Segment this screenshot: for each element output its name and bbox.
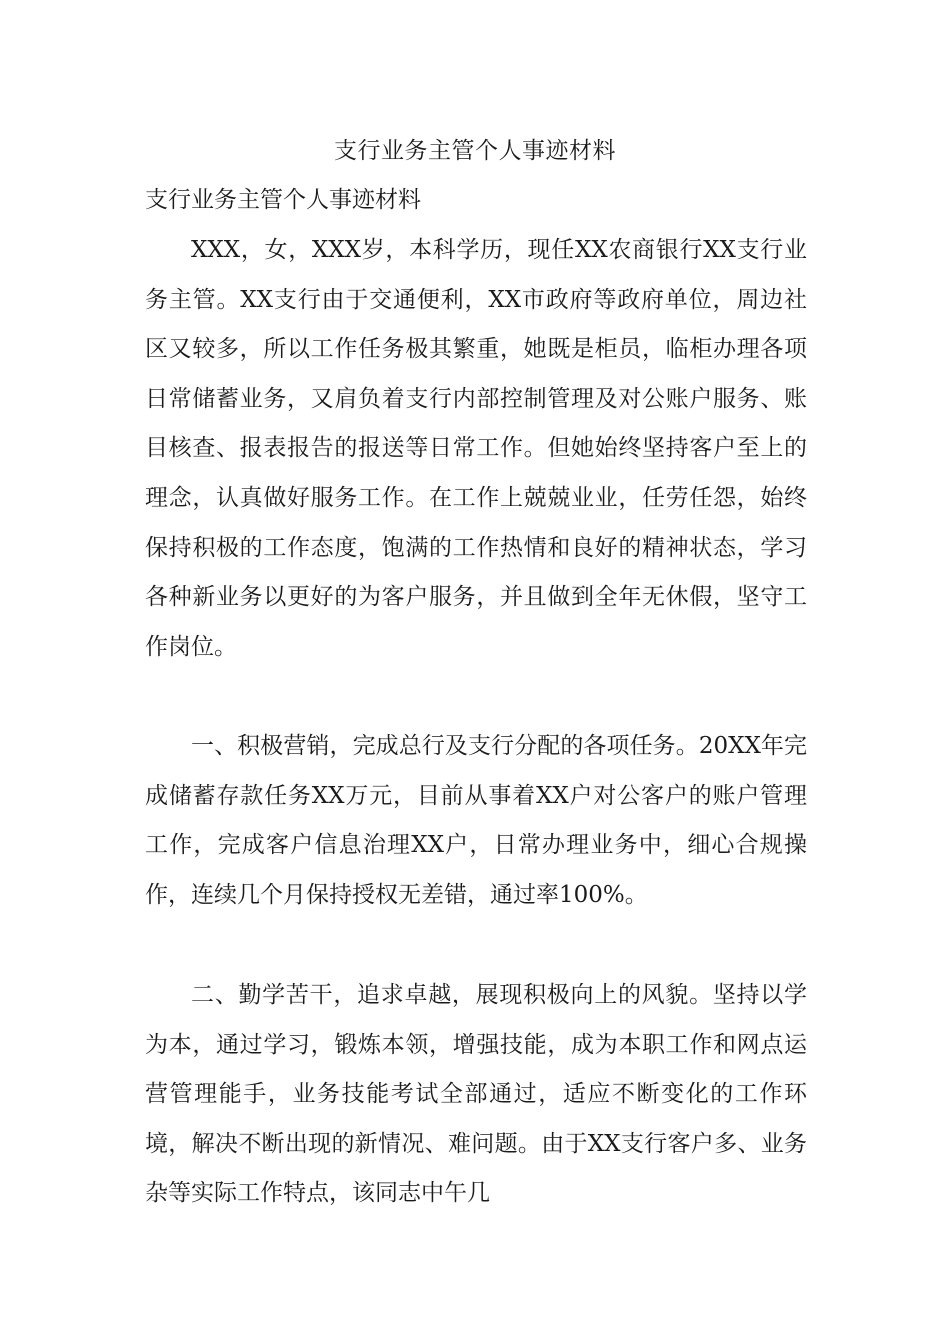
document-subtitle: 支行业务主管个人事迹材料 <box>145 187 421 213</box>
document-title: 支行业务主管个人事迹材料 <box>334 138 616 164</box>
paragraph-section-one: 一、积极营销，完成总行及支行分配的各项任务。20XX年完成储蓄存款任务XX万元，目前从事着XX户对公客户的账户管理工作，完成客户信息治理XX户，日常办理业务中，细心合规操作，连续几个月保持授权无差错，通过率100%。 <box>145 733 807 908</box>
paragraph-section-two: 二、勤学苦干，追求卓越，展现积极向上的风貌。坚持以学为本，通过学习，锻炼本领，增强技能，成为本职工作和网点运营管理能手，业务技能考试全部通过，适应不断变化的工作环境，解决不断出现的新情况、难问题。由于XX支行客户多、业务杂等实际工作特点，该同志中午几 <box>145 982 807 1207</box>
paragraph-intro: XXX，女，XXX岁，本科学历，现任XX农商银行XX支行业务主管。XX支行由于交通便利，XX市政府等政府单位，周边社区又较多，所以工作任务极其繁重，她既是柜员，临柜办理各项日常储蓄业务，又肩负着支行内部控制管理及对公账户服务、账目核查、报表报告的报送等日常工作。但她始终坚持客户至上的理念，认真做好服务工作。在工作上兢兢业业，任劳任怨，始终保持积极的工作态度，饱满的工作热情和良好的精神状态，学习各种新业务以更好的为客户服务，并且做到全年无休假，坚守工作岗位。 <box>145 237 807 660</box>
